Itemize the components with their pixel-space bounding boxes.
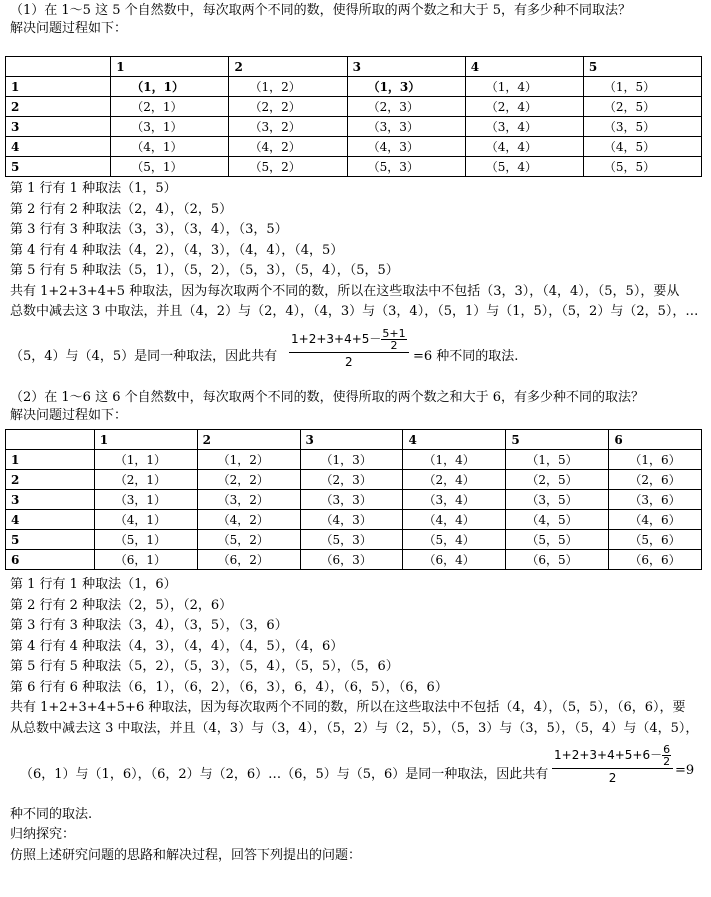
table-row <box>6 157 702 177</box>
table-cell: （2，2） <box>197 470 300 490</box>
table-cell: （2，4） <box>403 470 506 490</box>
table-row <box>6 97 702 117</box>
part1-question: （1）在 1～5 这 5 个自然数中，每次取两个不同的数，使得所取的两个数之和大于 5，有多少种不同取法？ <box>10 3 632 18</box>
table-cell: （5，1） <box>111 157 229 177</box>
table-cell: （4，4） <box>403 510 506 530</box>
table-cell: （5，2） <box>229 157 347 177</box>
column-header: 3 <box>347 57 465 77</box>
table-row <box>6 470 702 490</box>
table-cell: （6，1） <box>94 550 197 570</box>
table-cell: （3，1） <box>94 490 197 510</box>
explanation-line: 共有 1+2+3+4+5 种取法，因为每次取两个不同的数，所以在这些取法中不包括（3，3），（4，4），（5，5），要从 <box>10 283 680 299</box>
table-cell: （5，4） <box>403 530 506 550</box>
table-cell: （1，1） <box>94 450 197 470</box>
table-cell: （6，4） <box>403 550 506 570</box>
table-cell: （2，3） <box>300 470 403 490</box>
table-cell: （2，5） <box>506 470 609 490</box>
table-cell: （1，1） <box>111 77 229 97</box>
part1-fraction <box>289 328 409 369</box>
table-cell: （2，1） <box>94 470 197 490</box>
table-row <box>6 137 702 157</box>
part1-sub-numerator: 5+1 <box>382 327 406 340</box>
table-cell: （1，2） <box>197 450 300 470</box>
part1-formula-denominator: 2 <box>344 355 353 369</box>
table-cell: （6，3） <box>300 550 403 570</box>
part2-sub-numerator: 6 <box>663 743 671 756</box>
table-row <box>6 117 702 137</box>
part1-process-label: 解决问题过程如下： <box>10 21 128 36</box>
part2-formula-denominator: 2 <box>608 771 617 785</box>
table-cell: （4，1） <box>111 137 229 157</box>
induction-label: 归纳探究： <box>10 827 76 842</box>
table-cell: （5，3） <box>300 530 403 550</box>
explanation-line: 共有 1+2+3+4+5+6 种取法，因为每次取两个不同的数，所以在这些取法中不包括（4，4），（5，5），（6，6），要 <box>10 700 686 715</box>
table-row <box>6 450 702 470</box>
table-cell: （1，4） <box>465 77 583 97</box>
explanation-line: 第 6 行有 6 种取法（6，1），（6，2），（6，3），6，4），（6，5），（6，6） <box>10 679 448 695</box>
explanation-line: 总数中减去这 3 中取法，并且（4，2）与（2，4），（4，3）与（3，4），（5，1）与（1，5），（5，2）与（2，5），… <box>10 304 699 319</box>
explanation-line: 第 1 行有 1 种取法（1，6） <box>10 577 177 592</box>
column-header: 5 <box>583 57 701 77</box>
row-header: 4 <box>6 137 111 157</box>
table-cell: （2，2） <box>229 97 347 117</box>
table-cell: （4，3） <box>347 137 465 157</box>
table-cell: （2，4） <box>465 97 583 117</box>
table-cell: （1，3） <box>347 77 465 97</box>
part2-question: （2）在 1～6 这 6 个自然数中，每次取两个不同的数，使得所取的两个数之和大于 6，有多少种不同的取法？ <box>10 390 645 405</box>
table-cell: （2，3） <box>347 97 465 117</box>
table-cell: （1，3） <box>300 450 403 470</box>
table-row <box>6 510 702 530</box>
explanation-line: 第 5 行有 5 种取法（5，2），（5，3），（5，4），（5，5），（5，6） <box>10 659 399 674</box>
table-cell: （6，5） <box>506 550 609 570</box>
table-cell: （3，5） <box>506 490 609 510</box>
row-header: 1 <box>6 450 95 470</box>
table-cell: （5，3） <box>347 157 465 177</box>
table-cell: （6，6） <box>609 550 702 570</box>
table-cell: （3，2） <box>229 117 347 137</box>
row-header: 1 <box>6 77 111 97</box>
column-header: 1 <box>111 57 229 77</box>
table-cell: （3，2） <box>197 490 300 510</box>
table-cell: （2，6） <box>609 470 702 490</box>
table-cell: （5，6） <box>609 530 702 550</box>
table-cell: （4，2） <box>197 510 300 530</box>
row-header: 4 <box>6 510 95 530</box>
explanation-line: 第 1 行有 1 种取法（1，5） <box>10 181 177 196</box>
table-cell: （3，6） <box>609 490 702 510</box>
row-header: 2 <box>6 470 95 490</box>
row-header: 5 <box>6 530 95 550</box>
explanation-line: 第 4 行有 4 种取法（4，2），（4，3），（4，4），（4，5） <box>10 242 344 258</box>
table-cell: （3，4） <box>403 490 506 510</box>
column-header <box>6 57 111 77</box>
explanation-line: 第 3 行有 3 种取法（3，3），（3，4），（3，5） <box>10 222 288 237</box>
explanation-line: 第 3 行有 3 种取法（3，4），（3，5），（3，6） <box>10 618 288 633</box>
part2-fraction <box>552 744 673 785</box>
row-header: 5 <box>6 157 111 177</box>
table-cell: （3，4） <box>465 117 583 137</box>
table-header-row <box>6 430 702 450</box>
table-cell: （4，4） <box>465 137 583 157</box>
table-cell: （5，2） <box>197 530 300 550</box>
table-cell: （4，3） <box>300 510 403 530</box>
explanation-line: 第 4 行有 4 种取法（4，3），（4，4），（4，5），（4，6） <box>10 638 344 654</box>
table-cell: （4，1） <box>94 510 197 530</box>
part2-formula-prefix: （6，1）与（1，6），（6，2）与（2，6）…（6，5）与（5，6）是同一种取法，因此共有 <box>20 767 549 782</box>
part1-table <box>5 56 702 177</box>
column-header: 3 <box>300 430 403 450</box>
row-header: 6 <box>6 550 95 570</box>
part2-table <box>5 429 702 570</box>
column-header: 2 <box>197 430 300 450</box>
table-cell: （1，5） <box>583 77 701 97</box>
explanation-line: 从总数中减去这 3 中取法，并且（4，3）与（3，4），（5，2）与（2，5），（5，3）与（3，5），（5，4）与（4，5）， <box>10 720 699 736</box>
table-row <box>6 490 702 510</box>
explanation-line: 第 2 行有 2 种取法（2，5），（2，6） <box>10 597 233 613</box>
table-cell: （3，3） <box>347 117 465 137</box>
table-row <box>6 77 702 97</box>
explanation-line: 第 2 行有 2 种取法（2，4），（2，5） <box>10 201 233 217</box>
table-cell: （3，3） <box>300 490 403 510</box>
table-cell: （5，5） <box>506 530 609 550</box>
row-header: 3 <box>6 490 95 510</box>
table-cell: （1，4） <box>403 450 506 470</box>
part2-sub-denominator: 2 <box>663 755 671 768</box>
table-cell: （4，5） <box>583 137 701 157</box>
part1-sub-denominator: 2 <box>390 339 398 352</box>
part1-formula-suffix: =6 种不同的取法. <box>413 349 519 364</box>
row-header: 3 <box>6 117 111 137</box>
column-header <box>6 430 95 450</box>
column-header: 6 <box>609 430 702 450</box>
table-cell: （4，5） <box>506 510 609 530</box>
table-cell: （1，2） <box>229 77 347 97</box>
table-cell: （5，5） <box>583 157 701 177</box>
column-header: 2 <box>229 57 347 77</box>
row-header: 2 <box>6 97 111 117</box>
column-header: 4 <box>403 430 506 450</box>
table-cell: （1，5） <box>506 450 609 470</box>
part1-formula-prefix: （5，4）与（4，5）是同一种取法，因此共有 <box>10 349 278 364</box>
table-cell: （6，2） <box>197 550 300 570</box>
column-header: 5 <box>506 430 609 450</box>
part2-formula-numerator: 1+2+3+4+5+6－ <box>554 748 663 762</box>
table-cell: （2，1） <box>111 97 229 117</box>
table-header-row <box>6 57 702 77</box>
table-cell: （5，4） <box>465 157 583 177</box>
table-cell: （4，6） <box>609 510 702 530</box>
table-row <box>6 550 702 570</box>
part1-formula-numerator: 1+2+3+4+5－ <box>291 332 382 346</box>
part2-process-label: 解决问题过程如下： <box>10 408 128 423</box>
part2-formula-suffix: =9 <box>675 763 695 778</box>
instruction: 仿照上述研究问题的思路和解决过程，回答下列提出的问题： <box>10 848 362 863</box>
explanation-line: 第 5 行有 5 种取法（5，1），（5，2），（5，3），（5，4），（5，5） <box>10 263 399 278</box>
table-cell: （5，1） <box>94 530 197 550</box>
table-cell: （3，1） <box>111 117 229 137</box>
table-cell: （2，5） <box>583 97 701 117</box>
table-cell: （4，2） <box>229 137 347 157</box>
table-cell: （3，5） <box>583 117 701 137</box>
table-cell: （1，6） <box>609 450 702 470</box>
column-header: 4 <box>465 57 583 77</box>
column-header: 1 <box>94 430 197 450</box>
table-row <box>6 530 702 550</box>
part2-final-line: 种不同的取法. <box>10 807 93 822</box>
